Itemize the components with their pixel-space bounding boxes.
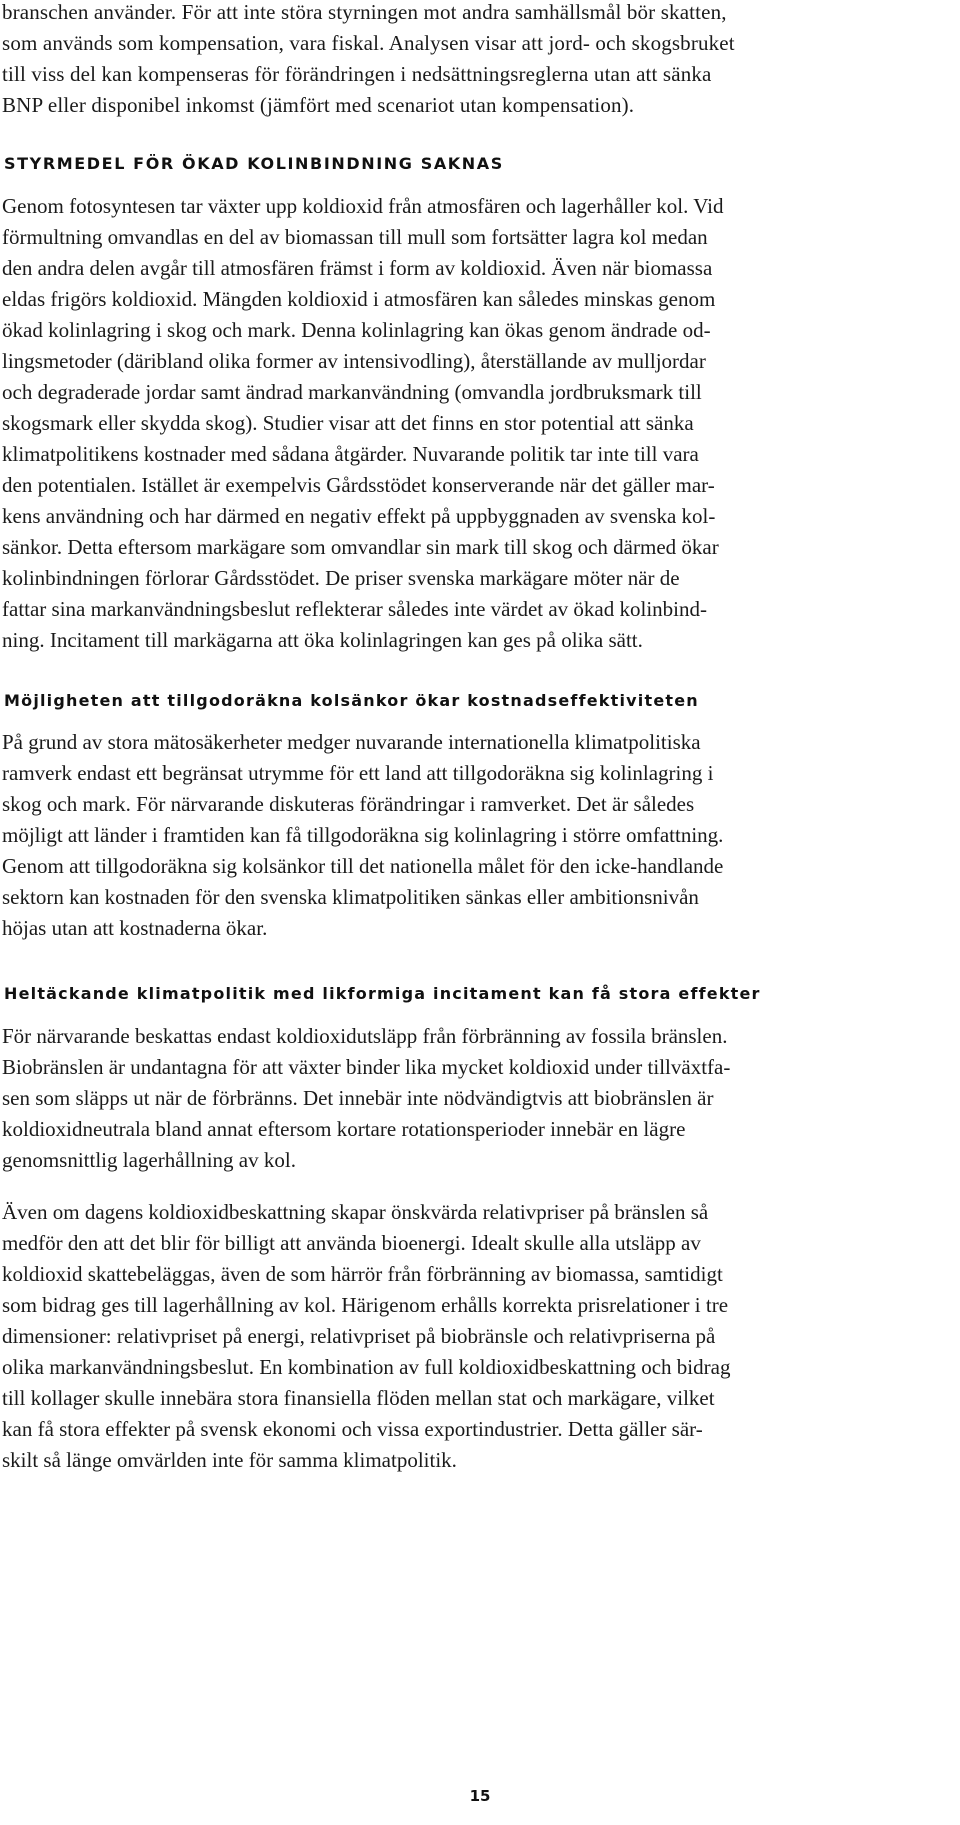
intro-line: BNP eller disponibel inkomst (jämfört med scenariot utan kompensation).	[2, 93, 635, 117]
body-line: klimatpolitikens kostnader med sådana åtgärder. Nuvarande politik tar inte till vara	[2, 442, 699, 466]
page-number: 15	[469, 1787, 491, 1805]
body-line: ramverk endast ett begränsat utrymme för ett land att tillgodoräkna sig kolinlagring i	[2, 761, 714, 785]
body-line: genomsnittlig lagerhållning av kol.	[2, 1148, 296, 1172]
body-line: På grund av stora mätosäkerheter medger nuvarande internationella klimatpolitiska	[2, 730, 701, 754]
body-line: sektorn kan kostnaden för den svenska klimatpolitiken sänkas eller ambitionsnivån	[2, 885, 699, 909]
body-line: sänkor. Detta eftersom markägare som omvandlar sin mark till skog och därmed ökar	[2, 535, 719, 559]
body-line: möjligt att länder i framtiden kan få tillgodoräkna sig kolinlagring i större omfattning.	[2, 823, 724, 847]
body-line: Även om dagens koldioxidbeskattning skapar önskvärda relativpriser på bränslen så	[2, 1200, 709, 1224]
body-line: och degraderade jordar samt ändrad markanvändning (omvandla jordbruksmark till	[2, 380, 702, 404]
intro-line: branschen använder. För att inte störa styrningen mot andra samhällsmål bör skatten,	[2, 0, 727, 24]
body-line: kolinbindningen förlorar Gårdsstödet. De priser svenska markägare möter när de	[2, 566, 680, 590]
body-line: den andra delen avgår till atmosfären främst i form av koldioxid. Även när biomassa	[2, 256, 713, 280]
body-line: sen som släpps ut när de förbränns. Det innebär inte nödvändigtvis att biobränslen är	[2, 1086, 714, 1110]
body-line: koldioxid skattebeläggas, även de som härrör från förbränning av biomassa, samtidigt	[2, 1262, 723, 1286]
body-line: ning. Incitament till markägarna att öka kolinlagringen kan ges på olika sätt.	[2, 628, 643, 652]
body-line: koldioxidneutrala bland annat eftersom kortare rotationsperioder innebär en lägre	[2, 1117, 686, 1141]
body-line: Biobränslen är undantagna för att växter binder lika mycket koldioxid under tillväxtfa-	[2, 1055, 731, 1079]
body-line: kens användning och har därmed en negativ effekt på uppbyggnaden av svenska kol-	[2, 504, 716, 528]
body-line: Genom att tillgodoräkna sig kolsänkor till det nationella målet för den icke-handlande	[2, 854, 724, 878]
body-line: till kollager skulle innebära stora finansiella flöden mellan stat och markägare, vilket	[2, 1386, 715, 1410]
body-line: lingsmetoder (däribland olika former av intensivodling), återställande av mulljordar	[2, 349, 706, 373]
intro-line: till viss del kan kompenseras för förändringen i nedsättningsreglerna utan att sänka	[2, 62, 712, 86]
body-line: eldas frigörs koldioxid. Mängden koldioxid i atmosfären kan således minskas genom	[2, 287, 716, 311]
body-line: skilt så länge omvärlden inte för samma klimatpolitik.	[2, 1448, 457, 1472]
body-line: dimensioner: relativpriset på energi, relativpriset på biobränsle och relativpriserna på	[2, 1324, 716, 1348]
body-line: den potentialen. Istället är exempelvis Gårdsstödet konserverande när det gäller mar-	[2, 473, 715, 497]
intro-line: som används som kompensation, vara fiskal. Analysen visar att jord- och skogsbruket	[2, 31, 735, 55]
body-line: ökad kolinlagring i skog och mark. Denna kolinlagring kan ökas genom ändrade od-	[2, 318, 711, 342]
body-line: medför den att det blir för billigt att använda bioenergi. Idealt skulle alla utsläpp av	[2, 1231, 701, 1255]
body-line: som bidrag ges till lagerhållning av kol. Härigenom erhålls korrekta prisrelationer i tre	[2, 1293, 729, 1317]
body-line: Genom fotosyntesen tar växter upp koldioxid från atmosfären och lagerhåller kol. Vid	[2, 194, 724, 218]
body-line: fattar sina markanvändningsbeslut reflekterar således inte värdet av ökad kolinbind-	[2, 597, 707, 621]
body-line: förmultning omvandlas en del av biomassan till mull som fortsätter lagra kol medan	[2, 225, 708, 249]
section-heading: Heltäckande klimatpolitik med likformiga incitament kan få stora effekter	[4, 984, 761, 1003]
section-heading: Möjligheten att tillgodoräkna kolsänkor ökar kostnadseffektiviteten	[4, 691, 699, 710]
body-line: höjas utan att kostnaderna ökar.	[2, 916, 268, 940]
body-line: skog och mark. För närvarande diskuteras förändringar i ramverket. Det är således	[2, 792, 695, 816]
section-heading: STYRMEDEL FÖR ÖKAD KOLINBINDNING SAKNAS	[4, 154, 504, 173]
body-line: För närvarande beskattas endast koldioxidutsläpp från förbränning av fossila bränslen.	[2, 1024, 728, 1048]
body-line: kan få stora effekter på svensk ekonomi och vissa exportindustrier. Detta gäller sär-	[2, 1417, 703, 1441]
body-line: skogsmark eller skydda skog). Studier visar att det finns en stor potential att sänka	[2, 411, 694, 435]
body-line: olika markanvändningsbeslut. En kombination av full koldioxidbeskattning och bidrag	[2, 1355, 731, 1379]
